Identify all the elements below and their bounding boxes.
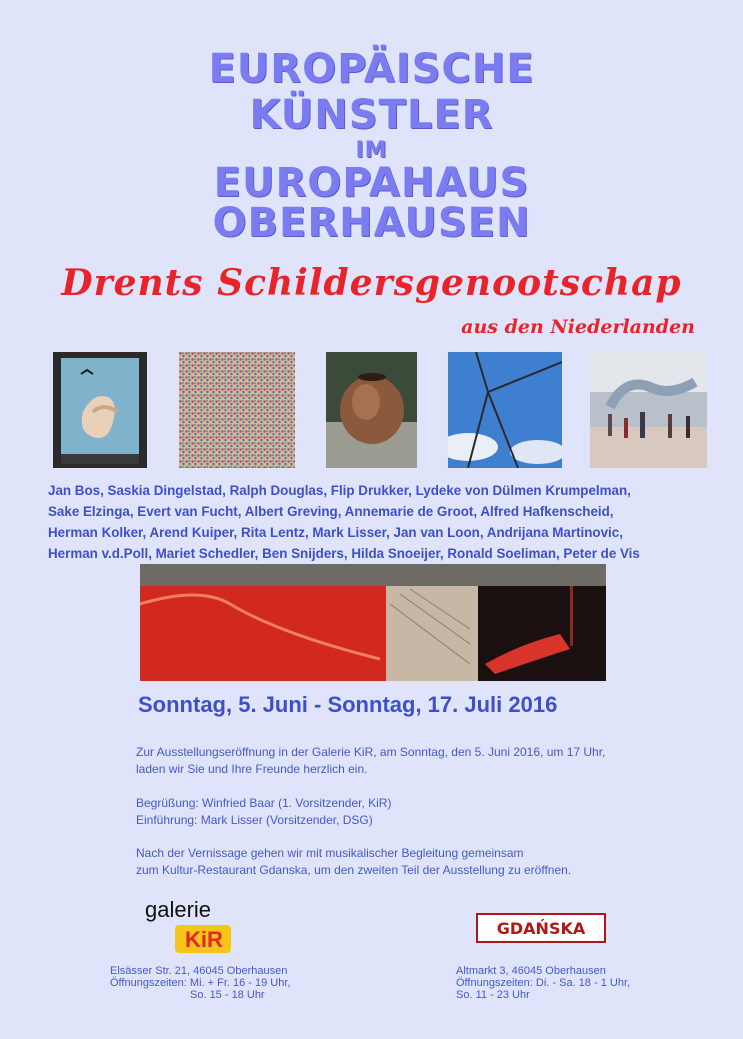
- speakers-text: [136, 795, 676, 829]
- speaker-line: Begrüßung: Winfried Baar (1. Vorsitzender, KiR): [136, 796, 392, 810]
- galerie-address: Elsässer Str. 21, 46045 Oberhausen: [110, 965, 288, 977]
- panorama-artwork: [140, 564, 606, 681]
- galerie-hours-sunday: So. 15 - 18 Uhr: [190, 989, 265, 1001]
- title-line-4: EUROPAHAUS: [213, 160, 530, 206]
- speaker-line: Einführung: Mark Lisser (Vorsitzender, DSG): [136, 813, 373, 827]
- galerie-kir-logo: [145, 895, 255, 955]
- gdanska-hours: Öffnungszeiten: Di. - Sa. 18 - 1 Uhr,: [456, 977, 631, 989]
- group-name: Drents Schildersgenootschap: [61, 262, 682, 304]
- group-origin: aus den Niederlanden: [461, 316, 695, 338]
- title-line-1: EUROPÄISCHE: [208, 46, 535, 92]
- galerie-logo-word: galerie: [145, 897, 212, 922]
- galerie-logo-badge: KiR: [185, 927, 223, 952]
- invitation-line: laden wir Sie und Ihre Freunde herzlich ein.: [136, 762, 368, 776]
- galerie-info: [110, 965, 290, 1001]
- title-line-2: KÜNSTLER: [249, 92, 494, 138]
- invitation-text: [136, 744, 676, 778]
- gdanska-address: Altmarkt 3, 46045 Oberhausen: [456, 965, 606, 977]
- artwork-image-1: [53, 352, 147, 468]
- exhibition-dates: Sonntag, 5. Juni - Sonntag, 17. Juli 2016: [138, 692, 558, 717]
- after-line: Nach der Vernissage gehen wir mit musikalischer Begleitung gemeinsam: [136, 846, 524, 860]
- artist-list: [48, 480, 708, 564]
- gdanska-info: [456, 965, 630, 1001]
- artist-line: Herman Kolker, Arend Kuiper, Rita Lentz, Mark Lisser, Jan van Loon, Andrijana Martinovic,: [48, 525, 623, 540]
- artwork-image-2: [179, 352, 295, 468]
- artist-line: Herman v.d.Poll, Mariet Schedler, Ben Snijders, Hilda Snoeijer, Ronald Soeliman, Peter de Vis: [48, 546, 640, 561]
- artwork-image-5: [590, 352, 707, 468]
- gdanska-hours-sunday: So. 11 - 23 Uhr: [456, 989, 530, 1001]
- artwork-image-4: [448, 352, 562, 468]
- gdanska-logo: [476, 913, 606, 943]
- artist-line: Sake Elzinga, Evert van Fucht, Albert Greving, Annemarie de Groot, Alfred Hafkenscheid,: [48, 504, 614, 519]
- after-text: [136, 845, 676, 879]
- title-line-5: OBERHAUSEN: [212, 200, 531, 246]
- artist-line: Jan Bos, Saskia Dingelstad, Ralph Douglas, Flip Drukker, Lydeke von Dülmen Krumpelman,: [48, 483, 631, 498]
- invitation-line: Zur Ausstellungseröffnung in der Galerie KiR, am Sonntag, den 5. Juni 2016, um 17 Uhr,: [136, 745, 606, 759]
- galerie-hours: Öffnungszeiten: Mi. + Fr. 16 - 19 Uhr,: [110, 977, 291, 989]
- title-line-3: IM: [355, 138, 388, 163]
- gdanska-logo-word: GDAŃSKA: [496, 919, 586, 938]
- artwork-image-3: [326, 352, 417, 468]
- after-line: zum Kultur-Restaurant Gdanska, um den zweiten Teil der Ausstellung zu eröffnen.: [136, 863, 572, 877]
